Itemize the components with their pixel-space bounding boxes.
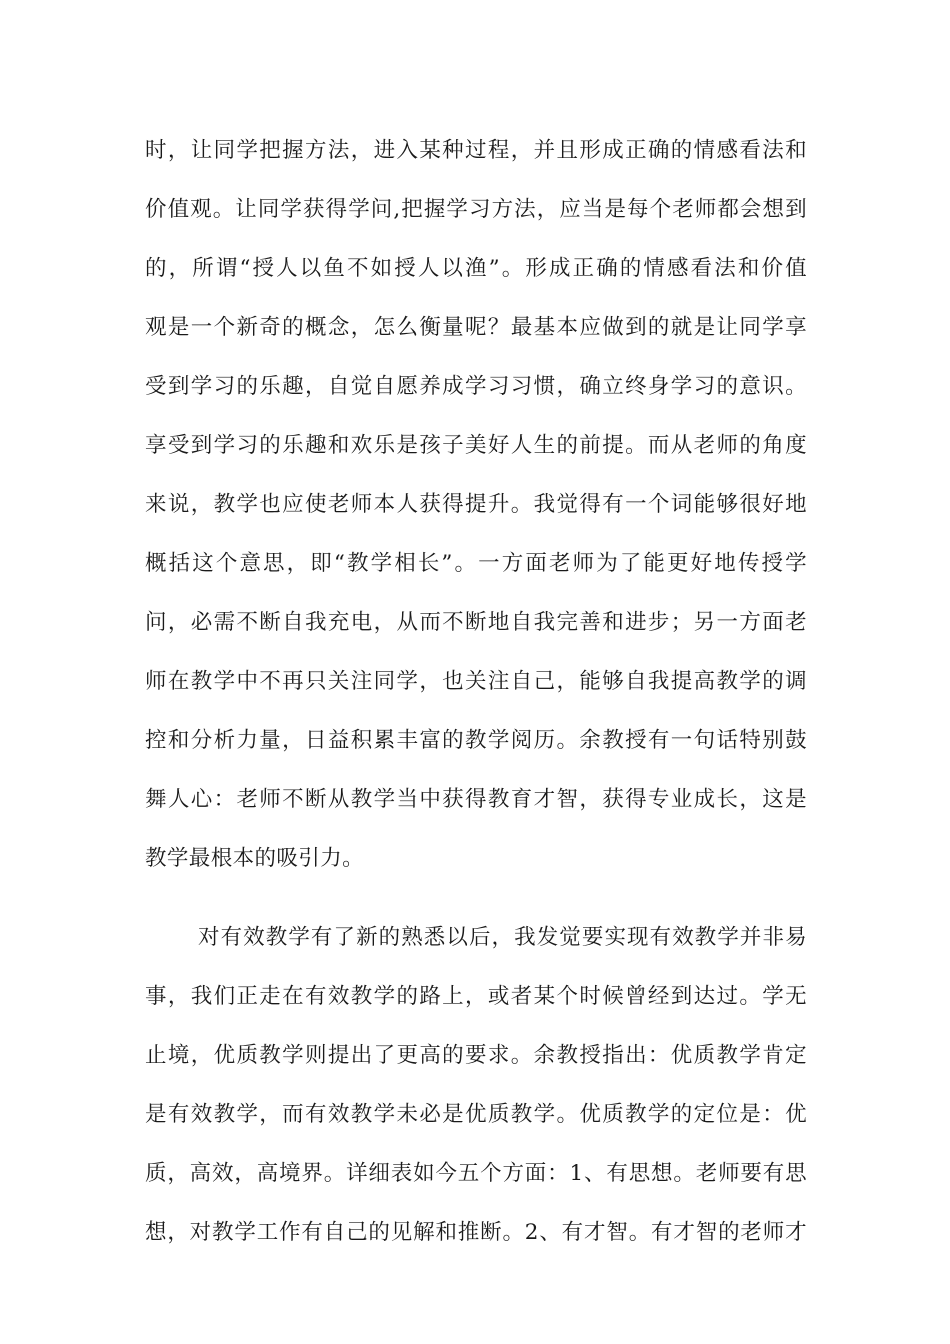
paragraph-line: 时，让同学把握方法，进入某种过程，并且形成正确的情感看法和 <box>145 138 807 163</box>
paragraph-line: 舞人心：老师不断从教学当中获得教育才智，获得专业成长，这是 <box>145 787 807 812</box>
paragraph-line: 事，我们正走在有效教学的路上，或者某个时候曾经到达过。学无 <box>145 984 807 1009</box>
paragraph-line: 观是一个新奇的概念，怎么衡量呢？最基本应做到的就是让同学享 <box>145 315 807 340</box>
paragraph-line: 质，高效，高境界。详细表如今五个方面：1、有思想。老师要有思 <box>145 1161 807 1186</box>
paragraph-line: 止境，优质教学则提出了更高的要求。余教授指出：优质教学肯定 <box>145 1043 807 1068</box>
paragraph-line: 享受到学习的乐趣和欢乐是孩子美好人生的前提。而从老师的角度 <box>145 433 807 458</box>
paragraph-line-indented: 对有效教学有了新的熟悉以后，我发觉要实现有效教学并非易 <box>198 925 807 950</box>
paragraph-line: 的，所谓“授人以鱼不如授人以渔”。形成正确的情感看法和价值 <box>145 256 807 281</box>
paragraph-line: 师在教学中不再只关注同学，也关注自己，能够自我提高教学的调 <box>145 669 807 694</box>
paragraph-line: 受到学习的乐趣，自觉自愿养成学习习惯，确立终身学习的意识。 <box>145 374 807 399</box>
paragraph-line: 控和分析力量，日益积累丰富的教学阅历。余教授有一句话特别鼓 <box>145 728 807 753</box>
paragraph-line: 来说，教学也应使老师本人获得提升。我觉得有一个词能够很好地 <box>145 492 807 517</box>
paragraph-line: 问，必需不断自我充电，从而不断地自我完善和进步；另一方面老 <box>145 610 807 635</box>
paragraph-line: 想，对教学工作有自己的见解和推断。2、有才智。有才智的老师才 <box>145 1220 807 1245</box>
paragraph-line: 概括这个意思，即“教学相长”。一方面老师为了能更好地传授学 <box>145 551 807 576</box>
paragraph-line: 是有效教学，而有效教学未必是优质教学。优质教学的定位是：优 <box>145 1102 807 1127</box>
paragraph-line-last: 教学最根本的吸引力。 <box>145 846 365 871</box>
paragraph-line: 价值观。让同学获得学问,把握学习方法，应当是每个老师都会想到 <box>145 197 807 222</box>
